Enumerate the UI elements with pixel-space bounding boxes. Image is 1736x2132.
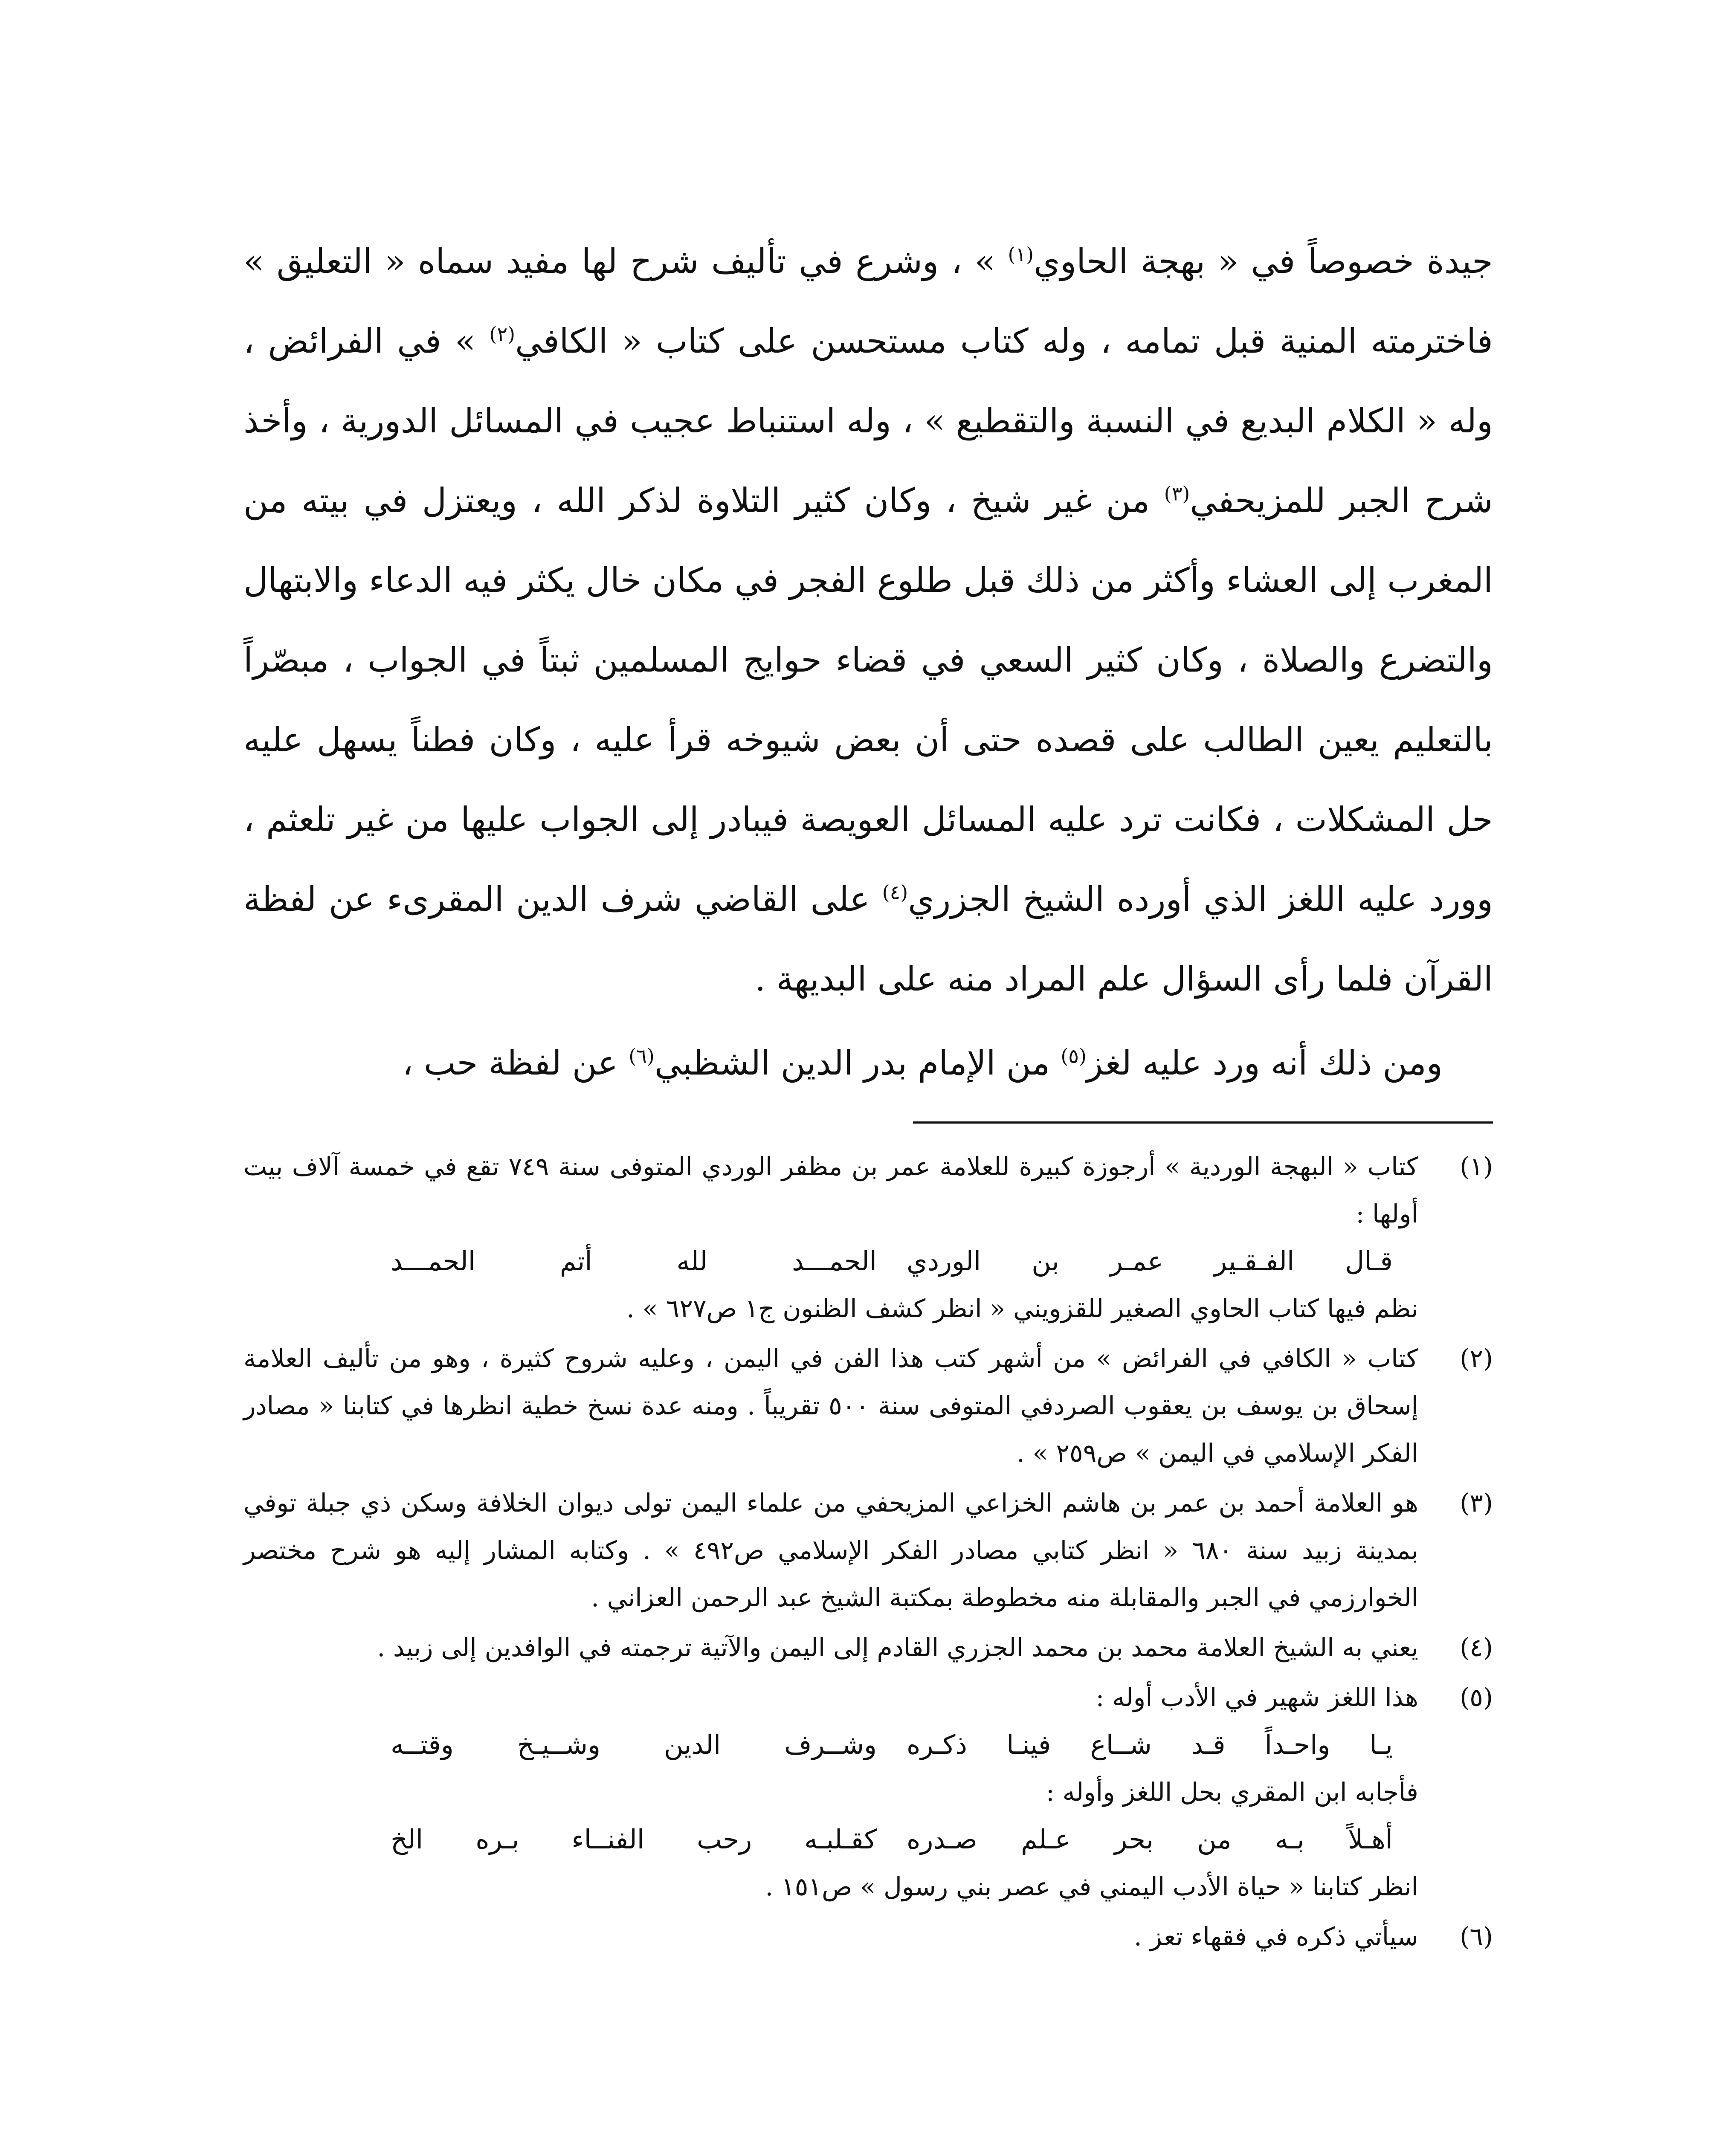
footnote-ref-5[interactable]: (٥): [1061, 1044, 1087, 1068]
footnote-body: [243, 1479, 1418, 1621]
footnote-text-after: انظر كتابنا « حياة الأدب اليمني في عصر بني رسول » ص١٥١ .: [765, 1872, 1418, 1901]
footnotes-section: [243, 1143, 1493, 1963]
footnote-5: [243, 1674, 1493, 1910]
footnote-ref-2[interactable]: (٢): [489, 322, 516, 346]
footnote-text: يعني به الشيخ العلامة محمد بن محمد الجزري القادم إلى اليمن والآتية ترجمته في الوافدين إلى زبيد .: [377, 1633, 1418, 1662]
main-text: [243, 222, 1493, 1103]
footnote-body: [243, 1674, 1418, 1910]
verse-second-hemistich: كقـلبـه رحب الفنــاء بـره الخ: [391, 1824, 877, 1855]
footnote-number: (٤): [1460, 1633, 1493, 1662]
footnote-number: (٢): [1460, 1344, 1493, 1373]
footnote-2: [243, 1335, 1493, 1477]
footnote-text-after: نظم فيها كتاب الحاوي الصغير للقزويني « انظر كشف الظنون ج١ ص٦٢٧ » .: [626, 1294, 1418, 1323]
footnote-ref-6[interactable]: (٦): [629, 1044, 655, 1068]
footnote-3: [243, 1479, 1493, 1621]
verse-first-hemistich: يـا واحـداً قـد شــاع فينـا ذكـره: [907, 1729, 1393, 1760]
footnote-body: [243, 1624, 1418, 1671]
footnote-ref-1[interactable]: (١): [1008, 243, 1034, 266]
verse-line: [243, 1721, 1418, 1768]
verse-line: [243, 1816, 1418, 1863]
footnote-separator: [913, 1121, 1493, 1124]
verse-second-hemistich: الحمـــد لله أتم الحمـــد: [391, 1246, 877, 1277]
text-run: من الإمام بدر الدين الشظبي: [654, 1043, 1061, 1083]
footnote-body: [243, 1913, 1418, 1960]
footnote-number: (١): [1460, 1152, 1493, 1181]
footnote-ref-3[interactable]: (٣): [1164, 482, 1190, 505]
main-paragraph-2: [243, 1023, 1493, 1103]
text-run: عن لفظة حب ،: [402, 1043, 629, 1083]
footnote-text: هو العلامة أحمد بن عمر بن هاشم الخزاعي المزيحفي من علماء اليمن تولى ديوان الخلافة وسكن ذي جبلة توفي بمدينة زبيد سنة ٦٨٠ « انظر كتابي مصادر الفكر الإسلامي ص٤٩٢ » . وكتابه المشار إليه هو شرح مختصر الخوارزمي في الجبر والمقابلة منه مخطوطة بمكتبة الشيخ عبد الرحمن العزاني .: [243, 1488, 1418, 1612]
text-run: » في الفرائض ، وله « الكلام البديع في النسبة والتقطيع » ، وله استنباط عجيب في المسائل الدورية ، وأخذ شرح الجبر للمزيحفي: [243, 322, 1493, 520]
text-run: جيدة خصوصاً في « بهجة الحاوي: [1034, 242, 1493, 281]
footnote-4: [243, 1624, 1493, 1671]
verse-first-hemistich: أهـلاً بـه من بحر عـلم صـدره: [907, 1824, 1393, 1855]
footnote-body: [243, 1143, 1418, 1332]
footnote-text: سيأتي ذكره في فقهاء تعز .: [1134, 1922, 1418, 1951]
text-run: ومن ذلك أنه ورد عليه لغز: [1086, 1043, 1443, 1083]
footnote-number: (٦): [1460, 1922, 1493, 1951]
footnote-number: (٥): [1460, 1683, 1493, 1712]
footnote-text: هذا اللغز شهير في الأدب أوله :: [1096, 1683, 1418, 1712]
footnote-1: [243, 1143, 1493, 1332]
verse-first-hemistich: قـال الفـقـير عمـر بن الوردي: [907, 1246, 1393, 1277]
footnote-6: [243, 1913, 1493, 1960]
footnote-number: (٣): [1460, 1488, 1493, 1518]
verse-line: [243, 1237, 1418, 1285]
footnote-text: كتاب « البهجة الوردية » أرجوزة كبيرة للعلامة عمر بن مظفر الوردي المتوفى سنة ٧٤٩ تقع في خمسة آلاف بيت أولها :: [243, 1152, 1418, 1228]
text-run: على القاضي شرف الدين المقرىء عن لفظة القرآن فلما رأى السؤال علم المراد منه على البديهة .: [243, 880, 1493, 999]
verse-second-hemistich: وشــرف الدين وشــيـخ وقتــه: [391, 1729, 877, 1760]
main-paragraph-1: [243, 222, 1493, 1019]
footnote-body: [243, 1335, 1418, 1477]
footnote-text-middle: فأجابه ابن المقري بحل اللغز وأوله :: [1046, 1777, 1418, 1807]
footnote-text: كتاب « الكافي في الفرائض » من أشهر كتب هذا الفن في اليمن ، وعليه شروح كثيرة ، وهو من تأليف العلامة إسحاق بن يوسف بن يعقوب الصردفي المتوفى سنة ٥٠٠ تقريباً . ومنه عدة نسخ خطية انظرها في كتابنا « مصادر الفكر الإسلامي في اليمن » ص٢٥٩ » .: [243, 1344, 1418, 1468]
text-run: » ، وشرع في تأليف شرح لها مفيد سماه « التعليق » فاخترمته المنية قبل تمامه ، وله كتاب مستحسن على كتاب « الكافي: [243, 242, 1493, 361]
text-run: من غير شيخ ، وكان كثير التلاوة لذكر الله ، ويعتزل في بيته من المغرب إلى العشاء وأكثر من ذلك قبل طلوع الفجر في مكان خال يكثر فيه الدعاء والابتهال والتضرع والصلاة ، وكان كثير السعي في قضاء حوايج المسلمين ثبتاً في الجواب ، مبصّراً بالتعليم يعين الطالب على قصده حتى أن بعض شيوخه قرأ عليه ، وكان فطناً يسهل عليه حل المشكلات ، فكانت ترد عليه المسائل العويصة فيبادر إلى الجواب عليها من غير تلعثم ، وورد عليه اللغز الذي أورده الشيخ الجزري: [243, 481, 1493, 919]
footnote-ref-4[interactable]: (٤): [882, 881, 908, 904]
